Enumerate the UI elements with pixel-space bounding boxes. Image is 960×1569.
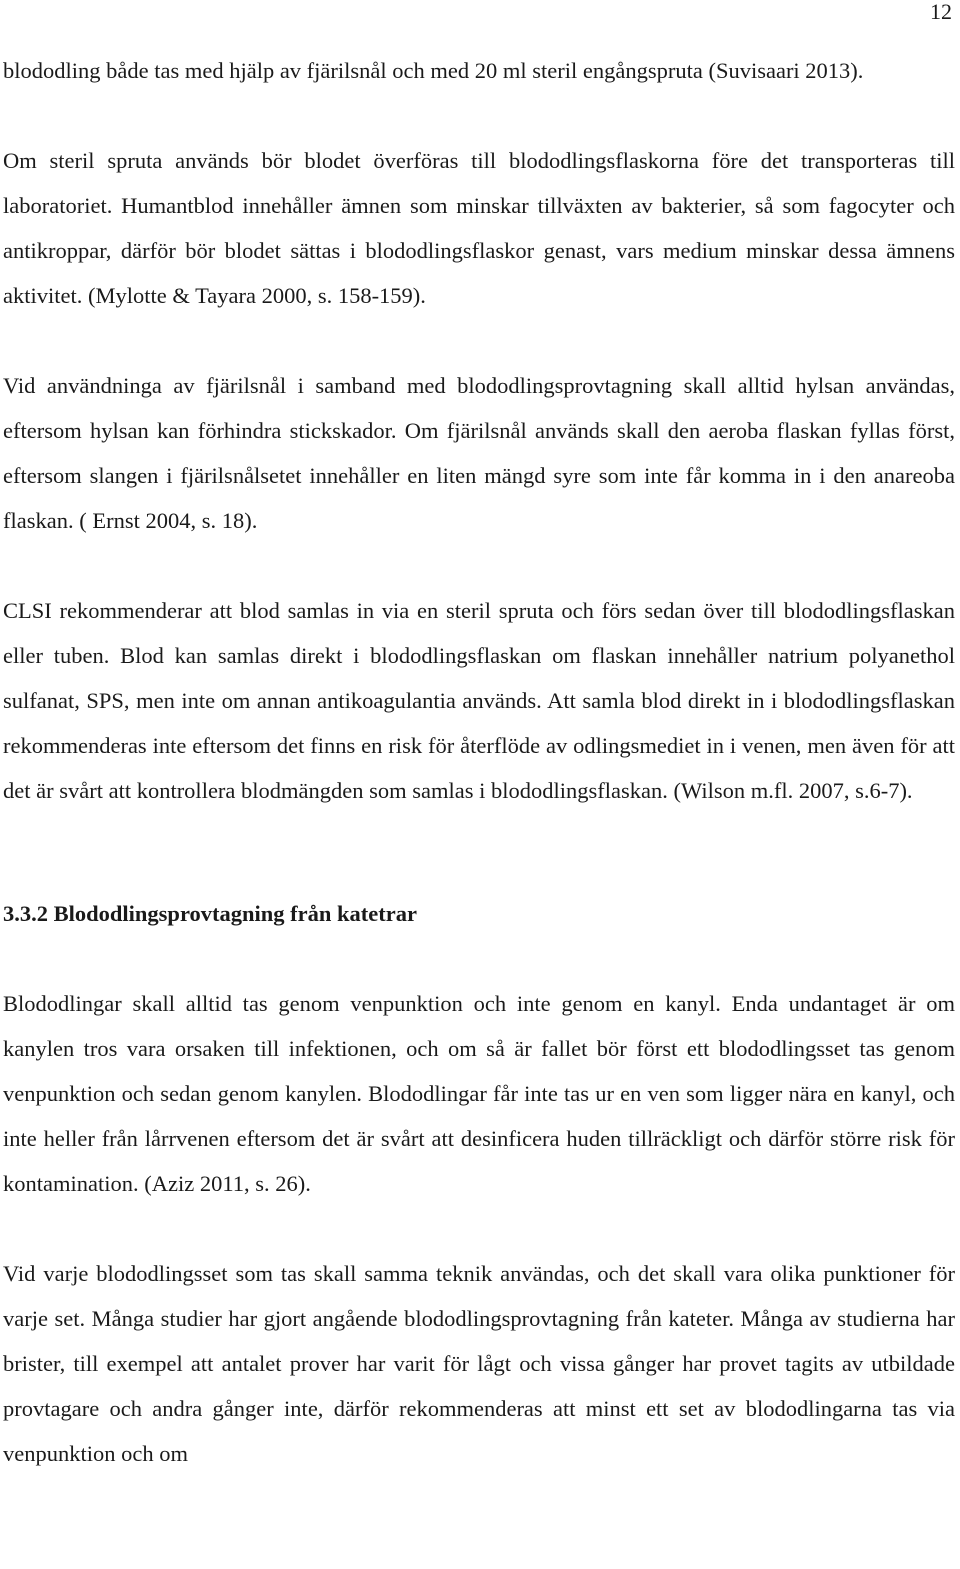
paragraph: Vid varje blododlingsset som tas skall samma teknik användas, och det skall vara olika punktioner för varje set. Många studier har gjort angående blododlingsprovtagning från kateter. Många av studierna har brister, till exempel att antalet prover har varit för lågt och vissa gånger har provet tagits av utbildade provtagare och andra gånger inte, därför rekommenderas att minst ett set av blododlingarna tas via venpunktion och om	[3, 1261, 955, 1466]
paragraph: CLSI rekommenderar att blod samlas in via en steril spruta och förs sedan över till blododlingsflaskan eller tuben. Blod kan samlas direkt i blododlingsflaskan om flaskan innehåller natrium polyanethol sulfanat, SPS, men inte om annan antikoagulantia används. Att samla blod direkt in i blododlingsflaskan rekommenderas inte eftersom det finns en risk för återflöde av odlingsmediet in i venen, men även för att det är svårt att kontrollera blodmängden som samlas i blododlingsflaskan. (Wilson m.fl. 2007, s.6-7).	[3, 598, 955, 803]
paragraph: Vid användninga av fjärilsnål i samband med blododlingsprovtagning skall alltid hylsan användas, eftersom hylsan kan förhindra stickskador. Om fjärilsnål används skall den aeroba flaskan fyllas först, eftersom slangen i fjärilsnålsetet innehåller en liten mängd syre som inte får komma in i den anareoba flaskan. ( Ernst 2004, s. 18).	[3, 373, 955, 533]
paragraph: Om steril spruta används bör blodet överföras till blododlingsflaskorna före det transporteras till laboratoriet. Humantblod innehåller ämnen som minskar tillväxten av bakterier, så som fagocyter och antikroppar, därför bör blodet sättas i blododlingsflaskor genast, vars medium minskar dessa ämnens aktivitet. (Mylotte & Tayara 2000, s. 158-159).	[3, 148, 955, 308]
section-heading: 3.3.2 Blododlingsprovtagning från katetrar	[3, 901, 417, 926]
paragraph: blododling både tas med hjälp av fjärilsnål och med 20 ml steril engångspruta (Suvisaari 2013).	[3, 58, 864, 83]
document-body	[3, 48, 955, 1521]
page-number: 12	[930, 0, 952, 24]
paragraph: Blododlingar skall alltid tas genom venpunktion och inte genom en kanyl. Enda undantaget är om kanylen tros vara orsaken till infektionen, och om så är fallet bör först ett blododlingsset tas genom venpunktion och sedan genom kanylen. Blododlingar får inte tas ur en ven som ligger nära en kanyl, och inte heller från lårrvenen eftersom det är svårt att desinficera huden tillräckligt och därför större risk för kontamination. (Aziz 2011, s. 26).	[3, 991, 955, 1196]
